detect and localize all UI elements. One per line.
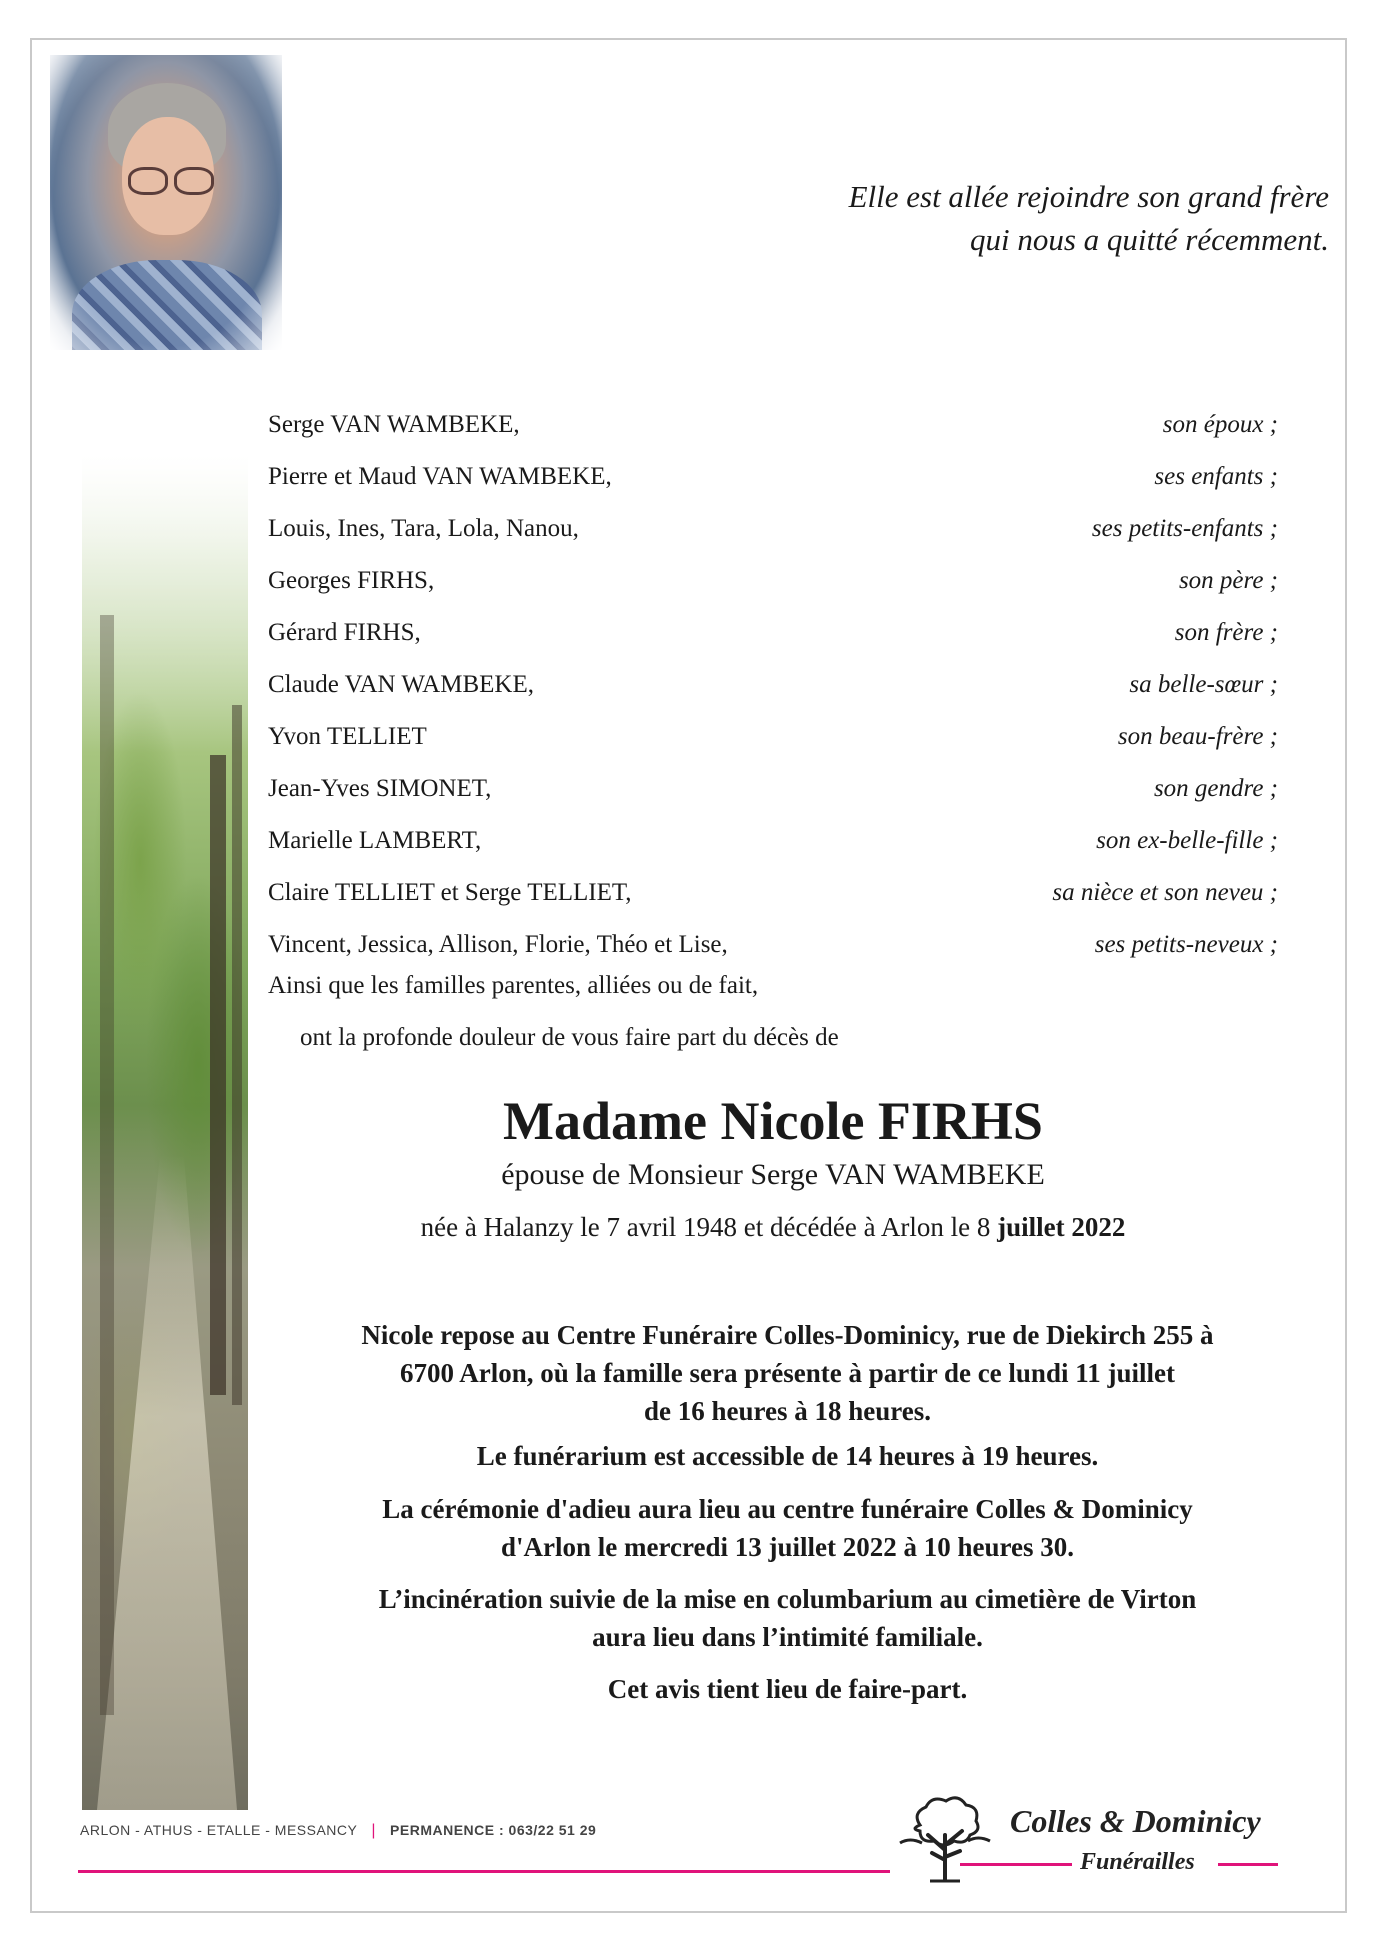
family-row xyxy=(268,711,1278,763)
info-line: d'Arlon le mercredi 13 juillet 2022 à 10 heures 30. xyxy=(501,1532,1074,1562)
family-name: Yvon TELLIET xyxy=(268,723,427,750)
quote xyxy=(849,175,1329,261)
info-line: 6700 Arlon, où la famille sera présente à partir de ce lundi 11 juillet xyxy=(400,1358,1175,1388)
family-row xyxy=(268,919,1278,971)
info-ceremony xyxy=(260,1490,1315,1566)
family-row xyxy=(268,815,1278,867)
footer-locations: ARLON - ATHUS - ETALLE - MESSANCY xyxy=(80,1822,358,1838)
info-line: Cet avis tient lieu de faire-part. xyxy=(607,1674,968,1704)
birth-death-text: née à Halanzy le 7 avril 1948 et décédée à Arlon le 8 xyxy=(420,1212,991,1242)
portrait-glasses-right xyxy=(174,167,214,195)
family-relation: sa belle-sœur ; xyxy=(1129,671,1278,698)
family-relation: sa nièce et son neveu ; xyxy=(1052,879,1278,906)
footer-accent-line xyxy=(78,1870,890,1873)
family-relation: son gendre ; xyxy=(1153,775,1278,802)
family-row xyxy=(268,763,1278,815)
family-name: Georges FIRHS, xyxy=(268,567,435,594)
family-name: Jean-Yves SIMONET, xyxy=(268,775,492,802)
family-row xyxy=(268,867,1278,919)
family-name: Serge VAN WAMBEKE, xyxy=(268,411,520,438)
info-incineration xyxy=(260,1580,1315,1656)
footer-contact xyxy=(80,1822,596,1840)
info-line: Nicole repose au Centre Funéraire Colles-Dominicy, rue de Diekirch 255 à xyxy=(361,1320,1214,1350)
info-line: aura lieu dans l’intimité familiale. xyxy=(592,1622,983,1652)
info-repose xyxy=(260,1316,1315,1430)
tree-logo-icon xyxy=(890,1795,1000,1885)
brand-line-right xyxy=(1218,1863,1278,1866)
family-name: Pierre et Maud VAN WAMBEKE, xyxy=(268,463,612,490)
family-row xyxy=(268,607,1278,659)
extended-family-line: Ainsi que les familles parentes, alliées ou de fait, xyxy=(268,972,759,999)
brand-name: Colles & Dominicy xyxy=(1010,1803,1261,1839)
family-relation: son époux ; xyxy=(1162,411,1278,438)
deceased-name: Madame Nicole FIRHS xyxy=(503,1091,1043,1151)
portrait-photo xyxy=(50,55,282,350)
info-faire-part xyxy=(260,1670,1315,1708)
deceased-spouse: épouse de Monsieur Serge VAN WAMBEKE xyxy=(501,1158,1045,1191)
family-row xyxy=(268,555,1278,607)
info-line: Le funérarium est accessible de 14 heures à 19 heures. xyxy=(476,1441,1099,1471)
announcement-line: ont la profonde douleur de vous faire part du décès de xyxy=(300,1024,839,1051)
info-line: de 16 heures à 18 heures. xyxy=(643,1396,931,1426)
info-line: La cérémonie d'adieu aura lieu au centre funéraire Colles & Dominicy xyxy=(382,1494,1193,1524)
forest-path-image xyxy=(82,455,248,1810)
family-name: Claire TELLIET et Serge TELLIET, xyxy=(268,879,632,906)
family-list xyxy=(268,399,1278,971)
quote-line-2: qui nous a quitté récemment. xyxy=(969,222,1329,257)
tree-trunk xyxy=(100,615,114,1715)
family-name: Vincent, Jessica, Allison, Florie, Théo et Lise, xyxy=(268,931,728,958)
family-relation: son ex-belle-fille ; xyxy=(1096,827,1278,854)
family-name: Gérard FIRHS, xyxy=(268,619,421,646)
footer-permanence: PERMANENCE : 063/22 51 29 xyxy=(390,1822,597,1838)
brand-subtitle: Funérailles xyxy=(1080,1849,1195,1875)
quote-line-1: Elle est allée rejoindre son grand frère xyxy=(848,179,1329,214)
family-name: Louis, Ines, Tara, Lola, Nanou, xyxy=(268,515,579,542)
portrait-glasses-left xyxy=(128,167,168,195)
family-relation: son beau-frère ; xyxy=(1117,723,1278,750)
tree-trunk xyxy=(232,705,242,1405)
family-row xyxy=(268,451,1278,503)
birth-death-line xyxy=(268,1212,1278,1243)
brand-line-left xyxy=(960,1863,1072,1866)
info-funerarium xyxy=(260,1437,1315,1475)
brand-logo xyxy=(880,1785,1290,1895)
family-name: Marielle LAMBERT, xyxy=(268,827,482,854)
family-relation: son frère ; xyxy=(1174,619,1278,646)
family-relation: son père ; xyxy=(1178,567,1278,594)
footer-separator: | xyxy=(371,1822,377,1839)
family-relation: ses enfants ; xyxy=(1154,463,1278,490)
tree-trunk xyxy=(210,755,226,1395)
family-row xyxy=(268,399,1278,451)
family-relation: ses petits-neveux ; xyxy=(1094,931,1278,958)
family-name: Claude VAN WAMBEKE, xyxy=(268,671,534,698)
family-row xyxy=(268,659,1278,711)
family-row xyxy=(268,503,1278,555)
family-relation: ses petits-enfants ; xyxy=(1091,515,1278,542)
info-line: L’incinération suivie de la mise en columbarium au cimetière de Virton xyxy=(378,1584,1197,1614)
birth-death-bold: juillet 2022 xyxy=(997,1212,1126,1242)
